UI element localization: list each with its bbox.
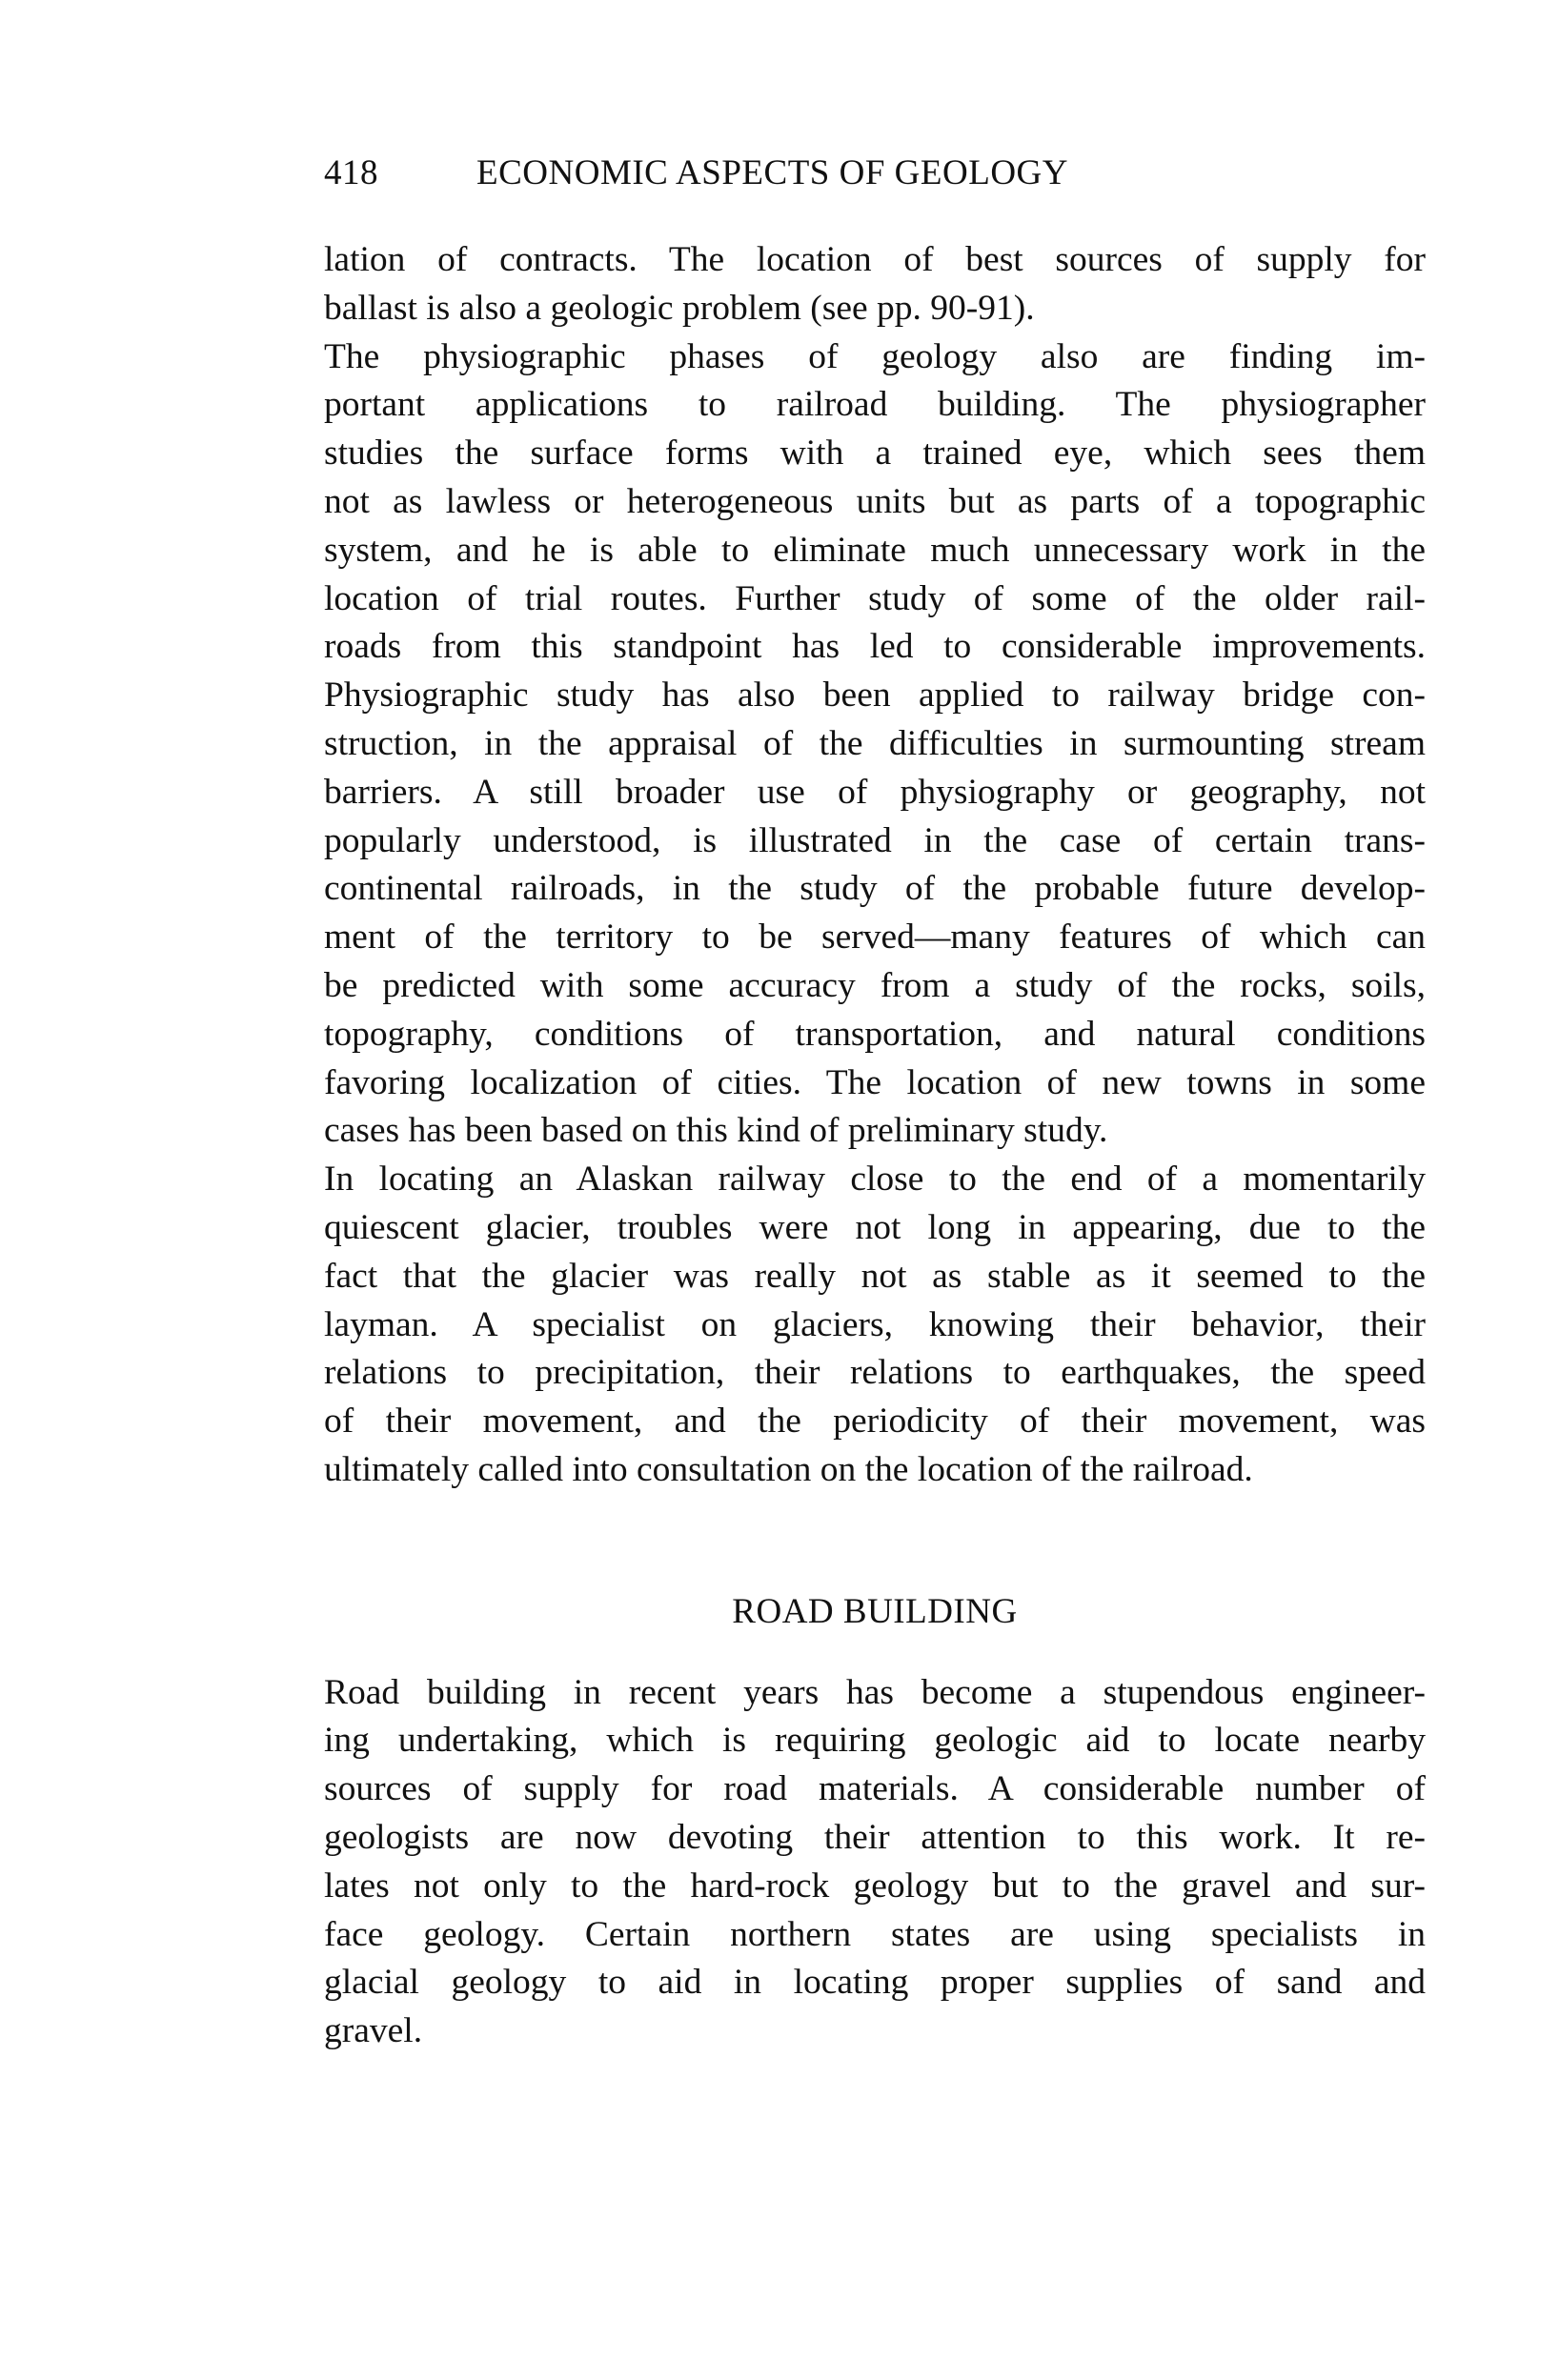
text-line: lates not only to the hard-rock geology but to the gravel and sur- <box>324 1866 1426 1906</box>
text-line: portant applications to railroad building. The physiographer <box>324 385 1426 425</box>
text-line: not as lawless or heterogeneous units but as parts of a topographic <box>324 481 1426 521</box>
text-line: ment of the territory to be served—many features of which can <box>324 918 1426 958</box>
text-line: topography, conditions of transportation, and natural conditions <box>324 1014 1426 1054</box>
text-line: ballast is also a geologic problem (see pp. 90-91). <box>324 288 1035 328</box>
text-line: gravel. <box>324 2011 423 2051</box>
text-line: fact that the glacier was really not as stable as it seemed to the <box>324 1256 1426 1296</box>
text-line: favoring localization of cities. The location of new towns in some <box>324 1062 1426 1102</box>
text-line: studies the surface forms with a trained eye, which sees them <box>324 434 1426 474</box>
text-line: sources of supply for road materials. A considerable number of <box>324 1769 1426 1809</box>
text-line: cases has been based on this kind of preliminary study. <box>324 1111 1108 1151</box>
section-heading: ROAD BUILDING <box>732 1591 1018 1631</box>
text-line: of their movement, and the periodicity of their movement, was <box>324 1402 1426 1442</box>
running-head <box>324 143 1426 200</box>
page-number: 418 <box>324 153 378 192</box>
paragraph-road-building <box>324 1669 1426 2056</box>
paragraph-alaskan-railway <box>324 1156 1426 1495</box>
text-line: lation of contracts. The location of best sources of supply for <box>324 240 1426 279</box>
text-line: ing undertaking, which is requiring geologic aid to locate nearby <box>324 1721 1426 1761</box>
text-line: popularly understood, is illustrated in the case of certain trans- <box>324 820 1426 860</box>
text-line: continental railroads, in the study of the probable future develop- <box>324 869 1426 909</box>
text-line: system, and he is able to eliminate much unnecessary work in the <box>324 530 1426 570</box>
book-page <box>324 143 1426 2056</box>
text-line: quiescent glacier, troubles were not long in appearing, due to the <box>324 1207 1426 1247</box>
text-line: struction, in the appraisal of the difficulties in surmounting stream <box>324 723 1426 763</box>
text-line: relations to precipitation, their relations to earthquakes, the speed <box>324 1353 1426 1393</box>
text-line: face geology. Certain northern states are using specialists in <box>324 1914 1426 1954</box>
text-line: ultimately called into consultation on the location of the railroad. <box>324 1449 1253 1489</box>
paragraph-physiographic <box>324 333 1426 1157</box>
text-line: geologists are now devoting their attention to this work. It re- <box>324 1817 1426 1857</box>
text-line: barriers. A still broader use of physiography or geography, not <box>324 772 1426 812</box>
body-text <box>324 236 1426 2056</box>
paragraph-ballast <box>324 236 1426 333</box>
text-line: glacial geology to aid in locating proper supplies of sand and <box>324 1963 1426 2003</box>
text-line: In locating an Alaskan railway close to the end of a momentarily <box>324 1160 1426 1200</box>
text-line: roads from this standpoint has led to considerable improvements. <box>324 627 1426 667</box>
text-line: The physiographic phases of geology also are finding im- <box>324 336 1426 376</box>
text-line: layman. A specialist on glaciers, knowing their behavior, their <box>324 1304 1426 1344</box>
text-line: Road building in recent years has become a stupendous engineer- <box>324 1672 1426 1712</box>
running-title: ECONOMIC ASPECTS OF GEOLOGY <box>476 153 1068 192</box>
text-line: be predicted with some accuracy from a study of the rocks, soils, <box>324 965 1426 1005</box>
text-line: location of trial routes. Further study of some of the older rail- <box>324 578 1426 618</box>
text-line: Physiographic study has also been applied to railway bridge con- <box>324 676 1426 716</box>
